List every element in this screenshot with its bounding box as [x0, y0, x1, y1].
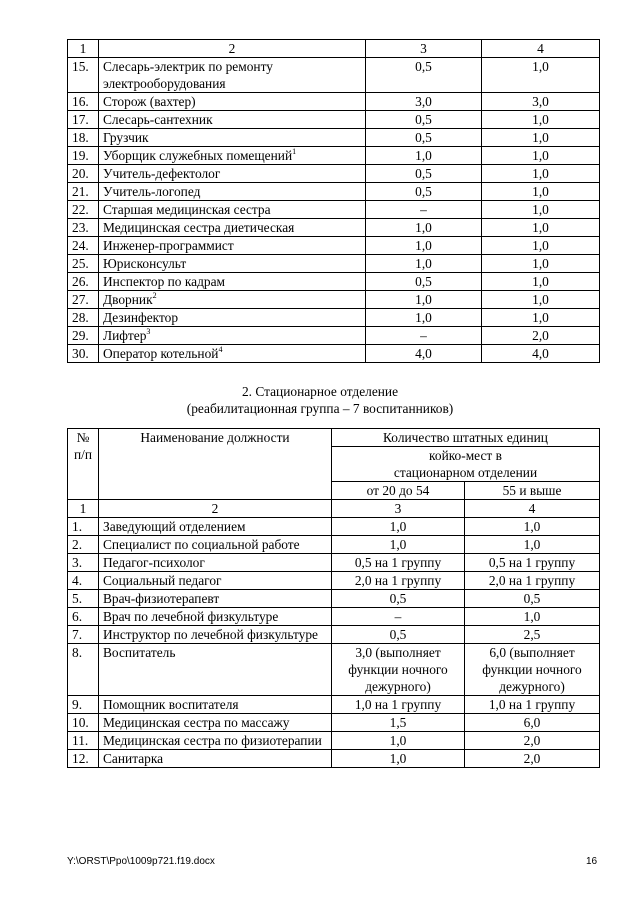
row-number: 16.: [68, 93, 99, 111]
value-col-4: 4,0: [482, 345, 600, 363]
value-col-4: 1,0: [465, 518, 600, 536]
staff-table-1: [67, 39, 600, 363]
position-name-text: Грузчик: [103, 130, 149, 145]
position-name: Педагог-психолог: [99, 554, 332, 572]
column-index-3: 3: [332, 500, 465, 518]
head-number: № п/п: [68, 429, 99, 500]
row-number: 1.: [68, 518, 99, 536]
position-name: [99, 273, 366, 291]
row-number: 24.: [68, 237, 99, 255]
row-number: 10.: [68, 714, 99, 732]
position-name-text: Инженер-программист: [103, 238, 234, 253]
position-name-text: Инспектор по кадрам: [103, 274, 226, 289]
row-number: 17.: [68, 111, 99, 129]
value-col-3: 0,5: [366, 111, 482, 129]
row-number: 9.: [68, 696, 99, 714]
table-row: [68, 732, 600, 750]
row-number: 26.: [68, 273, 99, 291]
value-col-3: 1,0: [366, 219, 482, 237]
position-name: [99, 255, 366, 273]
value-col-4: 1,0: [482, 273, 600, 291]
position-name: [99, 58, 366, 93]
value-col-4: 0,5: [465, 590, 600, 608]
head-range-2: 55 и выше: [465, 482, 600, 500]
position-name-text: Дезинфектор: [103, 310, 179, 325]
table-row: [68, 750, 600, 768]
table-row: [68, 714, 600, 732]
value-col-3: 1,0: [366, 147, 482, 165]
value-col-4: 3,0: [482, 93, 600, 111]
table-row: [68, 237, 600, 255]
value-col-4: 2,5: [465, 626, 600, 644]
value-col-3: 1,0: [366, 237, 482, 255]
table-row: [68, 345, 600, 363]
value-col-4: 1,0: [482, 291, 600, 309]
value-col-3: 1,0 на 1 группу: [332, 696, 465, 714]
row-number: 2.: [68, 536, 99, 554]
value-col-3: 4,0: [366, 345, 482, 363]
position-name: Санитарка: [99, 750, 332, 768]
value-col-4: 2,0: [465, 750, 600, 768]
position-name-text: Уборщик служебных помещений: [103, 148, 293, 163]
table-row: [68, 327, 600, 345]
position-name: [99, 237, 366, 255]
table-row: [68, 518, 600, 536]
position-name: Инструктор по лечебной физкультуре: [99, 626, 332, 644]
table-row: [68, 291, 600, 309]
row-number: 28.: [68, 309, 99, 327]
column-index-1: 1: [68, 500, 99, 518]
position-name: Помощник воспитателя: [99, 696, 332, 714]
value-col-3: –: [332, 608, 465, 626]
value-col-4: 0,5 на 1 группу: [465, 554, 600, 572]
row-number: 27.: [68, 291, 99, 309]
value-col-4: 6,0 (выполняет функции ночного дежурного): [465, 644, 600, 696]
row-number: 5.: [68, 590, 99, 608]
row-number: 12.: [68, 750, 99, 768]
value-col-3: 1,0: [332, 750, 465, 768]
value-col-3: 0,5: [366, 129, 482, 147]
section-subtitle: (реабилитационная группа – 7 воспитанников): [186, 401, 454, 416]
table-row: [68, 608, 600, 626]
value-col-4: 1,0: [482, 129, 600, 147]
value-col-4: 1,0: [482, 58, 600, 93]
table-row: [68, 626, 600, 644]
value-col-3: 1,0: [332, 518, 465, 536]
footnote-marker: 1: [292, 146, 297, 156]
row-number: 15.: [68, 58, 99, 93]
footnote-marker: 4: [218, 344, 223, 354]
table-row: [68, 183, 600, 201]
table-row: [68, 58, 600, 93]
value-col-3: 0,5: [366, 273, 482, 291]
position-name-text: Лифтер: [103, 328, 147, 343]
head-range-1: от 20 до 54: [332, 482, 465, 500]
value-col-3: 1,0: [332, 536, 465, 554]
value-col-3: 0,5: [366, 165, 482, 183]
value-col-3: 2,0 на 1 группу: [332, 572, 465, 590]
value-col-4: 1,0: [482, 255, 600, 273]
table-head-row: [68, 429, 600, 447]
position-name: Социальный педагог: [99, 572, 332, 590]
value-col-3: 0,5: [332, 590, 465, 608]
table-row: [68, 273, 600, 291]
position-name-text: Оператор котельной: [103, 346, 219, 361]
position-name-text: Учитель-логопед: [103, 184, 201, 199]
position-name-text: Слесарь-сантехник: [103, 112, 213, 127]
position-name: [99, 147, 366, 165]
row-number: 22.: [68, 201, 99, 219]
footer-file-path: Y:\ORST\Ppo\1009p721.f19.docx: [67, 856, 215, 867]
table-row: [68, 536, 600, 554]
value-col-3: –: [366, 327, 482, 345]
table-row: [68, 111, 600, 129]
column-index-3: 3: [366, 40, 482, 58]
value-col-4: 1,0: [465, 608, 600, 626]
row-number: 11.: [68, 732, 99, 750]
table-row: [68, 147, 600, 165]
head-position-name: Наименование должности: [99, 429, 332, 500]
value-col-4: 1,0: [482, 147, 600, 165]
value-col-3: 0,5: [366, 58, 482, 93]
column-index-2: 2: [99, 40, 366, 58]
value-col-3: 0,5 на 1 группу: [332, 554, 465, 572]
row-number: 4.: [68, 572, 99, 590]
value-col-3: 1,5: [332, 714, 465, 732]
value-col-4: 1,0: [482, 219, 600, 237]
position-name: [99, 291, 366, 309]
value-col-3: 1,0: [366, 255, 482, 273]
column-index-4: 4: [465, 500, 600, 518]
value-col-4: 2,0: [465, 732, 600, 750]
value-col-4: 2,0: [482, 327, 600, 345]
row-number: 20.: [68, 165, 99, 183]
position-name: Медицинская сестра по физиотерапии: [99, 732, 332, 750]
column-index-1: 1: [68, 40, 99, 58]
row-number: 25.: [68, 255, 99, 273]
position-name: Врач по лечебной физкультуре: [99, 608, 332, 626]
row-number: 8.: [68, 644, 99, 696]
table-row: [68, 590, 600, 608]
table-row: [68, 696, 600, 714]
value-col-3: 1,0: [332, 732, 465, 750]
value-col-4: 6,0: [465, 714, 600, 732]
position-name: Воспитатель: [99, 644, 332, 696]
row-number: 23.: [68, 219, 99, 237]
row-number: 7.: [68, 626, 99, 644]
value-col-3: 1,0: [366, 309, 482, 327]
table-index-row: [68, 500, 600, 518]
table-row: [68, 201, 600, 219]
value-col-4: 1,0: [482, 165, 600, 183]
position-name: [99, 327, 366, 345]
position-name-text: Слесарь-электрик по ремонту электрооборудования: [103, 59, 273, 91]
position-name-text: Медицинская сестра диетическая: [103, 220, 295, 235]
value-col-3: 0,5: [332, 626, 465, 644]
position-name: [99, 345, 366, 363]
row-number: 19.: [68, 147, 99, 165]
position-name: [99, 93, 366, 111]
position-name: [99, 183, 366, 201]
position-name: [99, 309, 366, 327]
table-row: [68, 219, 600, 237]
table-row: [68, 554, 600, 572]
value-col-4: 1,0: [482, 237, 600, 255]
footnote-marker: 2: [152, 290, 157, 300]
value-col-3: 0,5: [366, 183, 482, 201]
value-col-3: 3,0: [366, 93, 482, 111]
table-row: [68, 255, 600, 273]
row-number: 3.: [68, 554, 99, 572]
column-index-4: 4: [482, 40, 600, 58]
value-col-4: 1,0 на 1 группу: [465, 696, 600, 714]
staff-table-2: [67, 428, 600, 768]
value-col-3: 3,0 (выполняет функции ночного дежурного): [332, 644, 465, 696]
row-number: 29.: [68, 327, 99, 345]
value-col-4: 1,0: [482, 309, 600, 327]
row-number: 30.: [68, 345, 99, 363]
value-col-4: 2,0 на 1 группу: [465, 572, 600, 590]
table-row: [68, 572, 600, 590]
footnote-marker: 3: [146, 326, 151, 336]
position-name-text: Юрисконсульт: [103, 256, 187, 271]
section-title: 2. Стационарное отделение: [241, 384, 399, 399]
position-name: [99, 219, 366, 237]
value-col-4: 1,0: [482, 111, 600, 129]
footer-page-number: 16: [586, 856, 598, 867]
table-header-row: [68, 40, 600, 58]
value-col-4: 1,0: [482, 201, 600, 219]
value-col-3: 1,0: [366, 291, 482, 309]
head-beds: койко-мест в стационарном отделении: [332, 447, 600, 482]
table-row: [68, 644, 600, 696]
position-name: [99, 111, 366, 129]
position-name-text: Старшая медицинская сестра: [103, 202, 271, 217]
position-name-text: Сторож (вахтер): [103, 94, 196, 109]
head-quantity: Количество штатных единиц: [332, 429, 600, 447]
position-name: Специалист по социальной работе: [99, 536, 332, 554]
row-number: 21.: [68, 183, 99, 201]
position-name: [99, 129, 366, 147]
value-col-4: 1,0: [465, 536, 600, 554]
table-row: [68, 93, 600, 111]
position-name: [99, 165, 366, 183]
column-index-2: 2: [99, 500, 332, 518]
table-row: [68, 165, 600, 183]
position-name-text: Учитель-дефектолог: [103, 166, 221, 181]
table-row: [68, 129, 600, 147]
position-name: Врач-физиотерапевт: [99, 590, 332, 608]
position-name: Медицинская сестра по массажу: [99, 714, 332, 732]
row-number: 18.: [68, 129, 99, 147]
table-row: [68, 309, 600, 327]
value-col-3: –: [366, 201, 482, 219]
position-name-text: Дворник: [103, 292, 153, 307]
value-col-4: 1,0: [482, 183, 600, 201]
row-number: 6.: [68, 608, 99, 626]
position-name: [99, 201, 366, 219]
position-name: Заведующий отделением: [99, 518, 332, 536]
